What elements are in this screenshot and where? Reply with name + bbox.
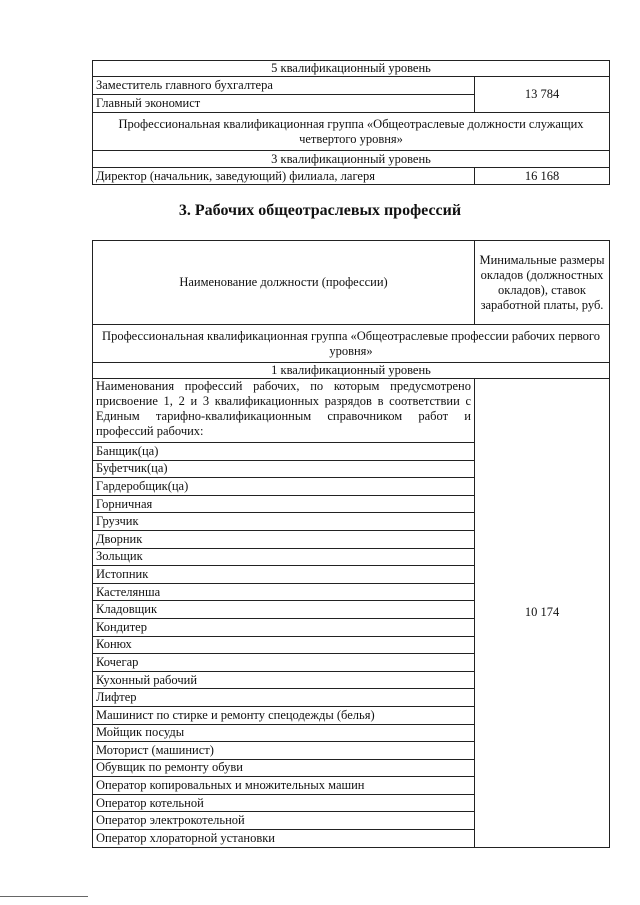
salary-value: 13 784	[475, 77, 610, 113]
header-position: Наименование должности (профессии)	[93, 241, 475, 325]
level-5-row: 5 квалификационный уровень	[93, 61, 610, 77]
profession-cell: Кочегар	[93, 654, 475, 672]
salary-table-workers	[92, 240, 610, 848]
profession-cell: Дворник	[93, 530, 475, 548]
profession-cell: Кондитер	[93, 618, 475, 636]
profession-cell: Буфетчик(ца)	[93, 460, 475, 478]
position-cell: Заместитель главного бухгалтера	[93, 77, 475, 95]
profession-cell: Горничная	[93, 495, 475, 513]
profession-cell: Оператор электрокотельной	[93, 812, 475, 830]
profession-cell: Кладовщик	[93, 601, 475, 619]
profession-cell: Грузчик	[93, 513, 475, 531]
group-row: Профессиональная квалификационная группа «Общеотраслевые должности служащих четвертого уровня»	[93, 113, 610, 151]
profession-cell: Зольщик	[93, 548, 475, 566]
profession-cell: Кастелянша	[93, 583, 475, 601]
profession-cell: Лифтер	[93, 689, 475, 707]
profession-cell: Машинист по стирке и ремонту спецодежды (белья)	[93, 706, 475, 724]
group-row: Профессиональная квалификационная группа «Общеотраслевые профессии рабочих первого уровня»	[93, 325, 610, 363]
footnote-rule	[0, 896, 88, 897]
profession-cell: Мойщик посуды	[93, 724, 475, 742]
profession-cell: Оператор котельной	[93, 794, 475, 812]
profession-cell: Оператор хлораторной установки	[93, 830, 475, 848]
intro-text: Наименования профессий рабочих, по которым предусмотрено присвоение 1, 2 и 3 квалификационных разрядов в соответствии с Единым тарифно-квалификационным справочником работ и профессий рабочих:	[93, 379, 475, 443]
section-title: 3. Рабочих общеотраслевых профессий	[178, 202, 462, 219]
profession-cell: Истопник	[93, 566, 475, 584]
profession-cell: Обувщик по ремонту обуви	[93, 759, 475, 777]
profession-cell: Гардеробщик(ца)	[93, 478, 475, 496]
salary-value: 10 174	[475, 379, 610, 848]
profession-cell: Конюх	[93, 636, 475, 654]
position-cell: Директор (начальник, заведующий) филиала, лагеря	[93, 168, 475, 185]
level-1-row: 1 квалификационный уровень	[93, 363, 610, 379]
header-salary: Минимальные размеры окладов (должностных окладов), ставок заработной платы, руб.	[475, 241, 610, 325]
salary-value: 16 168	[475, 168, 610, 185]
profession-cell: Оператор копировальных и множительных машин	[93, 777, 475, 795]
profession-cell: Банщик(ца)	[93, 443, 475, 461]
salary-table-top	[92, 60, 610, 185]
profession-cell: Кухонный рабочий	[93, 671, 475, 689]
position-cell: Главный экономист	[93, 95, 475, 113]
profession-cell: Моторист (машинист)	[93, 742, 475, 760]
level-3-row: 3 квалификационный уровень	[93, 151, 610, 168]
